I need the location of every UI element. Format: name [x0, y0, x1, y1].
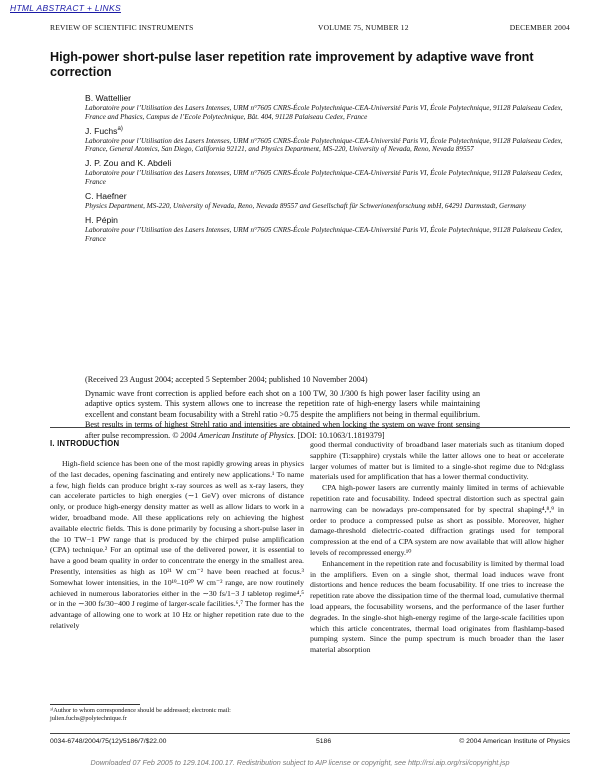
section-divider: [50, 427, 570, 428]
issn-code: 0034-6748/2004/75(12)/5186/7/$22.00: [50, 738, 167, 745]
bottom-divider: [50, 733, 570, 734]
footnote-rule: [50, 704, 140, 705]
abstract-text: Dynamic wave front correction is applied before each shot on a 100 TW, 30 J/300 fs high power laser facility using an adaptive optics system. This system allows one to increase the repetition rate of high-energy lasers while maintaining excellent and constant beam focusability with a Strehl ratio >0.75 despite the amplifiers not being in thermal equilibrium. Best results in terms of highest Strehl ratio and intensities are obtained when locking the system on wave front sensing after pulse recompression.: [85, 389, 480, 440]
right-column: [310, 440, 564, 656]
author-name: [85, 189, 565, 202]
author-affiliation: Physics Department, MS-220, University of Nevada, Reno, Nevada 89557 and Gesellschaft für Schwerionenforschung mbH, 64291 Darmstadt, Germany: [85, 201, 526, 210]
download-notice: Downloaded 07 Feb 2005 to 129.104.100.17. Redistribution subject to AIP license or copyright, see http://rsi.aip.org/rsi/copyright.jsp: [90, 758, 510, 767]
author-name-text: H. Pépin: [85, 214, 118, 225]
abstract-copyright: © 2004 American Institute of Physics.: [172, 430, 296, 440]
bottom-line: [50, 738, 570, 748]
publisher-copyright: © 2004 American Institute of Physics: [459, 738, 570, 745]
paragraph: good thermal conductivity of broadband laser materials such as titanium doped sapphire (Ti:sapphire) crystals while the latter allows one to heat or accelerate larger volumes of matter but is limited to a single-shot regime due to Nd:glass materials used for amplification that has a lower thermal conductivity.: [310, 440, 564, 482]
author-name: [85, 213, 565, 226]
author-name-text: C. Haefner: [85, 190, 127, 201]
author-affiliation: Laboratoire pour l’Utilisation des Lasers Intenses, URM n°7605 CNRS-École Polytechnique-CEA-Université Paris VI, École Polytechnique, 91128 Palaiseau Cedex, France: [85, 169, 563, 187]
received-dates: (Received 23 August 2004; accepted 5 September 2004; published 10 November 2004): [85, 375, 368, 384]
footnote: ᵃ⁾Author to whom correspondence should be addressed; electronic mail: julien.fuchs@polytechnique.fr: [50, 707, 231, 722]
author-affiliation: Laboratoire pour l’Utilisation des Lasers Intenses, URM n°7605 CNRS-École Polytechnique-CEA-Université Paris VI, École Polytechnique, 91128 Palaiseau Cedex, France and Phasics, Campus de l’Ecole Polytechnique, Bât. 404, 91128 Palaiseau Cedex, France: [85, 103, 563, 121]
page-number: 5186: [316, 738, 332, 745]
paragraph: CPA high-power lasers are currently mainly limited in terms of achievable repetition rate and focusability. Indeed spectral distortion such as spectral gain narrowing can be nowadays pre-compensated for by spectral shaping⁴,⁸,⁹ in order to produce a compressed pulse as short as possible. Moreover, higher damage-threshold dielectric-coated diffraction gratings used for temporal compression at the end of a CPA system are now available that will allow higher levels of recompressed energy.¹⁰: [310, 483, 564, 557]
paper-title: High-power short-pulse laser repetition rate improvement by adaptive wave front correction: [50, 50, 534, 79]
left-column: [50, 459, 304, 632]
author-sup: a): [117, 125, 123, 132]
author-block: [85, 213, 565, 244]
issue-date: DECEMBER 2004: [509, 23, 570, 32]
author-name: [85, 91, 565, 104]
author-block: [85, 91, 565, 122]
author-affiliation: Laboratoire pour l’Utilisation des Lasers Intenses, URM n°7605 CNRS-École Polytechnique-CEA-Université Paris VI, École Polytechnique, 91128 Palaiseau Cedex, France, General Atomics, San Diego, California 92121, and Physics Department, MS-220, University of Nevada, Reno, Nevada 89557: [85, 136, 563, 154]
author-name-text: J. P. Zou and K. Abdeli: [85, 158, 172, 169]
running-head: [50, 23, 570, 35]
author-name: [85, 124, 565, 137]
author-block: [85, 124, 565, 155]
author-name-text: J. Fuchs: [85, 125, 118, 136]
abstract-doi: [DOI: 10.1063/1.1819379]: [295, 430, 385, 440]
paragraph: High-field science has been one of the most rapidly growing areas in physics of the last decades, opening fascinating and entirely new applications.¹ To name a few, high fields can produce bright x-ray sources as well as x-ray lasers, they can accelerate particles to high energies (∼1 GeV) over microns of distance only, or produce high-energy density matter as well as allow lidars to work in a wider, broadband mode. All these applications rely on achieving the highest available electric fields. This is done primarily by focusing a short-pulse laser in the 10 TW−1 PW range that is produced by the chirped pulse amplification (CPA) technique.² For an optimal use of the delivered power, it is essential to have a good beam quality in order to concentrate the energy in the smallest area. Presently, intensities as high as 10²¹ W cm⁻² have been reached at focus.³ Somewhat lower intensities, in the 10¹⁹–10²⁰ W cm⁻² range, are now routinely achieved in numerous laboratories either in the ∼30 fs/1−3 J tabletop regime⁴,⁵ or in the ∼300 fs/30−400 J regime of larger-scale facilities.⁶,⁷ The former has the advantage of allowing one to work at 10 Hz or higher repetition rate due to the relatively: [50, 459, 304, 630]
html-abstract-links[interactable]: HTML ABSTRACT + LINKS: [10, 3, 121, 13]
abstract: [85, 389, 480, 441]
paragraph: Enhancement in the repetition rate and focusability is limited by thermal load in the amplifiers. Even on a single shot, thermal load induces wave front distortions and hence reduces the beam focusability. If one tries to increase the repetition rate above the dissipation time of the thermal load, cumulative thermal load appears, the focusability worsens, and the performance of the laser further degrades. In the single-shot high-energy regime of the large-scale facilities upon which this article concentrates, thermal load originates from flashlamp-based pumping system. Since the pump spectrum is much broader than the laser material absorption: [310, 558, 564, 655]
author-block: [85, 189, 565, 211]
section-heading: I. INTRODUCTION: [50, 439, 120, 448]
author-affiliation: Laboratoire pour l’Utilisation des Lasers Intenses, URM n°7605 CNRS-École Polytechnique-CEA-Université Paris VI, École Polytechnique, 91128 Palaiseau Cedex, France: [85, 225, 563, 243]
author-name: [85, 156, 565, 169]
author-name-text: B. Wattellier: [85, 92, 132, 103]
journal-name: REVIEW OF SCIENTIFIC INSTRUMENTS: [50, 23, 194, 32]
author-list: [85, 91, 565, 245]
volume-number: VOLUME 75, NUMBER 12: [318, 23, 409, 32]
author-block: [85, 156, 565, 187]
